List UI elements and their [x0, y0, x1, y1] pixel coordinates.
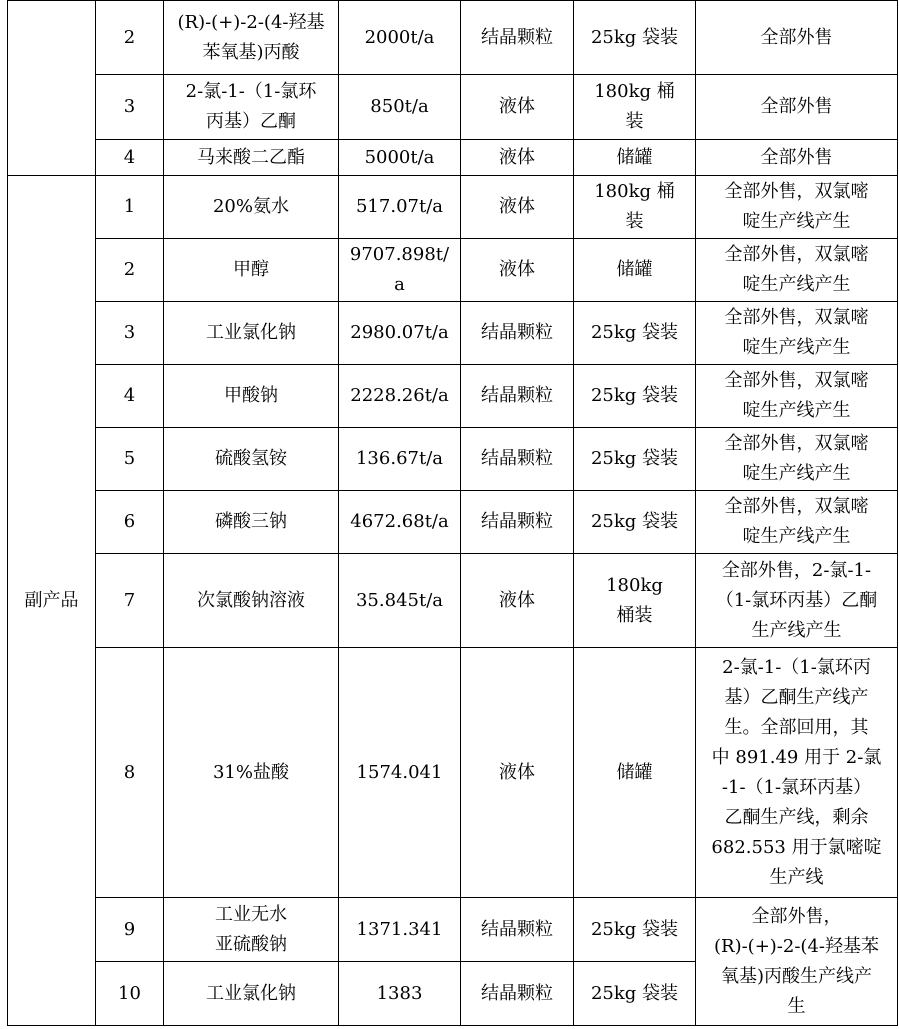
product-name: (R)-(+)-2-(4-羟基 苯氧基)丙酸: [164, 1, 339, 75]
table-row: [8, 491, 898, 554]
product-quantity: 5000t/a: [339, 140, 461, 176]
product-note: 全部外售，双氯嘧 啶生产线产生: [696, 428, 898, 491]
row-number: 4: [96, 140, 164, 176]
table-row: [8, 302, 898, 365]
product-form: 结晶颗粒: [461, 898, 574, 962]
product-name: 20%氨水: [164, 176, 339, 239]
product-note: 全部外售，双氯嘧 啶生产线产生: [696, 302, 898, 365]
product-packaging: 储罐: [574, 648, 696, 898]
product-name: 甲酸钠: [164, 365, 339, 428]
product-quantity: 2228.26t/a: [339, 365, 461, 428]
product-quantity: 4672.68t/a: [339, 491, 461, 554]
product-form: 液体: [461, 140, 574, 176]
product-note: 全部外售: [696, 1, 898, 75]
product-packaging: 储罐: [574, 239, 696, 302]
product-quantity: 35.845t/a: [339, 554, 461, 648]
product-note: 2-氯-1-（1-氯环丙 基）乙酮生产线产 生。全部回用，其 中 891.49 用于 2-氯 -1-（1-氯环丙基） 乙酮生产线，剩余 682.553 用于氯嘧啶 生产线: [696, 648, 898, 898]
product-packaging: 储罐: [574, 140, 696, 176]
product-name: 磷酸三钠: [164, 491, 339, 554]
product-quantity: 850t/a: [339, 75, 461, 140]
product-note: 全部外售，双氯嘧 啶生产线产生: [696, 491, 898, 554]
product-form: 结晶颗粒: [461, 1, 574, 75]
product-note: 全部外售: [696, 140, 898, 176]
product-packaging: 25kg 袋装: [574, 962, 696, 1026]
row-number: 10: [96, 962, 164, 1026]
product-packaging: 180kg 桶 装: [574, 176, 696, 239]
product-form: 液体: [461, 176, 574, 239]
row-number: 5: [96, 428, 164, 491]
table-row: [8, 75, 898, 140]
product-name: 甲醇: [164, 239, 339, 302]
product-note: 全部外售，双氯嘧 啶生产线产生: [696, 365, 898, 428]
product-note: 全部外售: [696, 75, 898, 140]
product-quantity: 1371.341: [339, 898, 461, 962]
row-number: 8: [96, 648, 164, 898]
table-row: [8, 428, 898, 491]
table-row: [8, 239, 898, 302]
table-row: [8, 365, 898, 428]
product-name: 硫酸氢铵: [164, 428, 339, 491]
category-cell-main: [8, 1, 96, 176]
row-number: 4: [96, 365, 164, 428]
product-name: 次氯酸钠溶液: [164, 554, 339, 648]
product-packaging: 25kg 袋装: [574, 428, 696, 491]
product-table: [7, 0, 898, 1026]
product-quantity: 517.07t/a: [339, 176, 461, 239]
row-number: 1: [96, 176, 164, 239]
product-form: 液体: [461, 648, 574, 898]
product-packaging: 25kg 袋装: [574, 1, 696, 75]
product-form: 结晶颗粒: [461, 962, 574, 1026]
product-packaging: 180kg 桶装: [574, 554, 696, 648]
product-name: 工业氯化钠: [164, 302, 339, 365]
product-name: 31%盐酸: [164, 648, 339, 898]
product-packaging: 25kg 袋装: [574, 302, 696, 365]
product-form: 液体: [461, 75, 574, 140]
row-number: 3: [96, 302, 164, 365]
row-number: 3: [96, 75, 164, 140]
product-note: 全部外售，双氯嘧 啶生产线产生: [696, 239, 898, 302]
product-name: 马来酸二乙酯: [164, 140, 339, 176]
category-cell-byproduct: 副产品: [8, 176, 96, 1026]
product-quantity: 1383: [339, 962, 461, 1026]
product-form: 结晶颗粒: [461, 428, 574, 491]
table-row: [8, 1, 898, 75]
product-packaging: 25kg 袋装: [574, 365, 696, 428]
product-note: 全部外售，2-氯-1- （1-氯环丙基）乙酮 生产线产生: [696, 554, 898, 648]
row-number: 9: [96, 898, 164, 962]
product-quantity: 2000t/a: [339, 1, 461, 75]
table-row: [8, 648, 898, 898]
product-form: 液体: [461, 554, 574, 648]
product-form: 结晶颗粒: [461, 365, 574, 428]
product-name: 工业氯化钠: [164, 962, 339, 1026]
product-name: 工业无水 亚硫酸钠: [164, 898, 339, 962]
row-number: 2: [96, 1, 164, 75]
product-quantity: 2980.07t/a: [339, 302, 461, 365]
product-quantity: 9707.898t/a: [339, 239, 461, 302]
product-form: 结晶颗粒: [461, 491, 574, 554]
product-form: 结晶颗粒: [461, 302, 574, 365]
product-quantity: 1574.041: [339, 648, 461, 898]
product-packaging: 25kg 袋装: [574, 898, 696, 962]
product-quantity: 136.67t/a: [339, 428, 461, 491]
product-note: 全部外售，双氯嘧 啶生产线产生: [696, 176, 898, 239]
table-row: [8, 898, 898, 962]
table-row: [8, 554, 898, 648]
table-row: [8, 140, 898, 176]
product-name: 2-氯-1-（1-氯环 丙基）乙酮: [164, 75, 339, 140]
row-number: 2: [96, 239, 164, 302]
product-note-merged: 全部外售， (R)-(+)-2-(4-羟基苯 氧基)丙酸生产线产 生: [696, 898, 898, 1026]
product-form: 液体: [461, 239, 574, 302]
row-number: 6: [96, 491, 164, 554]
product-packaging: 180kg 桶 装: [574, 75, 696, 140]
row-number: 7: [96, 554, 164, 648]
product-packaging: 25kg 袋装: [574, 491, 696, 554]
table-row: [8, 176, 898, 239]
